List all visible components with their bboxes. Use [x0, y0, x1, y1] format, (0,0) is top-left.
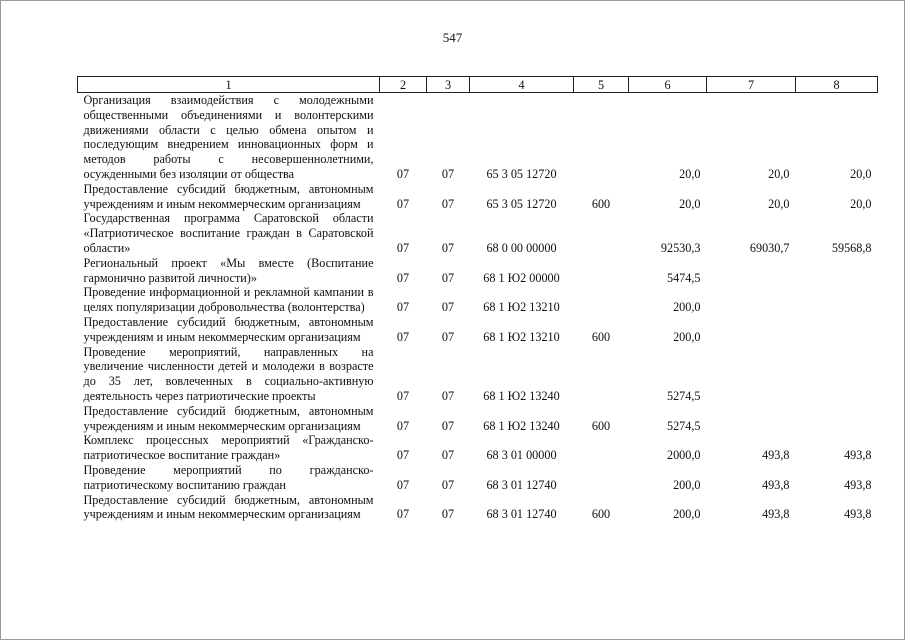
row-name: Проведение мероприятий по гражданско-патриотическому воспитанию граждан — [83, 462, 374, 492]
row-section: 07 — [396, 388, 410, 403]
row-subsection: 07 — [441, 507, 455, 522]
row-expense-type — [574, 256, 629, 286]
row-section: 07 — [396, 507, 410, 522]
row-amount-3: 20,0 — [850, 196, 872, 211]
row-target-article: 68 1 Ю2 00000 — [483, 270, 560, 285]
row-name: Государственная программа Саратовской области «Патриотическое воспитание граждан в Саратовской области» — [83, 211, 374, 255]
header-col-5: 5 — [574, 77, 629, 93]
row-amount-1: 200,0 — [673, 300, 701, 315]
row-amount-1: 200,0 — [673, 329, 701, 344]
header-row — [78, 77, 878, 93]
row-name: Организация взаимодействия с молодежными общественными объединениями и волонтерскими движениями области с целью обмена опытом и последующим внедрением инновационных форм и методов работы с несовершеннолетними, осужденными без изоляции от общества — [83, 93, 374, 181]
row-expense-type — [574, 285, 629, 315]
row-section: 07 — [396, 448, 410, 463]
row-subsection: 07 — [441, 329, 455, 344]
row-amount-3: 20,0 — [850, 166, 872, 181]
row-target-article: 68 1 Ю2 13210 — [483, 300, 560, 315]
page-number: 547 — [442, 30, 463, 45]
row-section: 07 — [396, 166, 410, 181]
row-target-article: 68 3 01 00000 — [486, 448, 557, 463]
row-target-article: 68 3 01 12740 — [486, 507, 557, 522]
row-amount-2: 69030,7 — [749, 240, 790, 255]
row-amount-2 — [707, 256, 796, 286]
table-row — [78, 211, 878, 255]
row-subsection: 07 — [441, 300, 455, 315]
row-expense-type — [574, 433, 629, 463]
table-row — [78, 493, 878, 523]
header-col-8: 8 — [796, 77, 878, 93]
row-amount-1: 2000,0 — [666, 448, 701, 463]
row-amount-2: 20,0 — [768, 166, 790, 181]
row-name: Проведение мероприятий, направленных на увеличение численности детей и молодежи в возрасте до 35 лет, вовлеченных в социально-активную деятельность через патриотические проекты — [83, 344, 374, 403]
row-amount-2 — [707, 404, 796, 434]
row-expense-type — [574, 463, 629, 493]
row-target-article: 68 1 Ю2 13210 — [483, 329, 560, 344]
row-expense-type: 600 — [591, 329, 611, 344]
row-name: Проведение информационной и рекламной кампании в целях популяризации добровольчества (волонтерства) — [83, 285, 374, 315]
row-amount-1: 5274,5 — [666, 418, 701, 433]
row-amount-1: 92530,3 — [660, 240, 701, 255]
row-target-article: 68 3 01 12740 — [486, 477, 557, 492]
budget-table — [77, 76, 878, 522]
row-section: 07 — [396, 418, 410, 433]
table-row — [78, 345, 878, 404]
row-subsection: 07 — [441, 270, 455, 285]
table-row — [78, 404, 878, 434]
header-col-1: 1 — [78, 77, 380, 93]
table-row — [78, 93, 878, 182]
row-section: 07 — [396, 270, 410, 285]
row-name: Предоставление субсидий бюджетным, автономным учреждениям и иным некоммерческим организациям — [83, 314, 374, 344]
row-amount-3 — [796, 285, 878, 315]
row-section: 07 — [396, 196, 410, 211]
row-target-article: 65 3 05 12720 — [486, 196, 557, 211]
row-amount-3 — [796, 345, 878, 404]
header-col-7: 7 — [707, 77, 796, 93]
table-row — [78, 433, 878, 463]
row-amount-3 — [796, 315, 878, 345]
table-row — [78, 256, 878, 286]
row-amount-3 — [796, 404, 878, 434]
header-col-2: 2 — [380, 77, 427, 93]
row-amount-2: 493,8 — [762, 477, 790, 492]
row-amount-1: 20,0 — [679, 166, 701, 181]
row-subsection: 07 — [441, 448, 455, 463]
row-name: Комплекс процессных мероприятий «Гражданско-патриотическое воспитание граждан» — [83, 433, 374, 463]
table-row — [78, 285, 878, 315]
row-amount-1: 20,0 — [679, 196, 701, 211]
row-target-article: 65 3 05 12720 — [486, 166, 557, 181]
row-target-article: 68 1 Ю2 13240 — [483, 388, 560, 403]
row-expense-type: 600 — [591, 196, 611, 211]
row-amount-1: 200,0 — [673, 477, 701, 492]
row-amount-3 — [796, 256, 878, 286]
row-subsection: 07 — [441, 240, 455, 255]
row-amount-2 — [707, 285, 796, 315]
row-expense-type — [574, 211, 629, 255]
row-amount-1: 5274,5 — [666, 388, 701, 403]
row-section: 07 — [396, 300, 410, 315]
row-subsection: 07 — [441, 166, 455, 181]
row-subsection: 07 — [441, 196, 455, 211]
table-row — [78, 315, 878, 345]
row-subsection: 07 — [441, 388, 455, 403]
row-amount-1: 200,0 — [673, 507, 701, 522]
row-name: Предоставление субсидий бюджетным, автономным учреждениям и иным некоммерческим организациям — [83, 492, 374, 522]
header-col-6: 6 — [629, 77, 707, 93]
row-amount-3: 493,8 — [844, 507, 872, 522]
row-section: 07 — [396, 477, 410, 492]
row-amount-3: 59568,8 — [831, 240, 872, 255]
row-section: 07 — [396, 240, 410, 255]
row-subsection: 07 — [441, 418, 455, 433]
row-name: Предоставление субсидий бюджетным, автономным учреждениям и иным некоммерческим организациям — [83, 403, 374, 433]
row-amount-2 — [707, 345, 796, 404]
row-section: 07 — [396, 329, 410, 344]
row-amount-3: 493,8 — [844, 477, 872, 492]
row-name: Предоставление субсидий бюджетным, автономным учреждениям и иным некоммерческим организациям — [83, 181, 374, 211]
row-amount-1: 5474,5 — [666, 270, 701, 285]
row-amount-2: 493,8 — [762, 448, 790, 463]
row-expense-type: 600 — [591, 418, 611, 433]
row-expense-type — [574, 93, 629, 182]
table-row — [78, 182, 878, 212]
row-target-article: 68 0 00 00000 — [486, 240, 557, 255]
row-expense-type: 600 — [591, 507, 611, 522]
row-amount-2: 20,0 — [768, 196, 790, 211]
row-expense-type — [574, 345, 629, 404]
row-target-article: 68 1 Ю2 13240 — [483, 418, 560, 433]
header-col-3: 3 — [427, 77, 470, 93]
row-subsection: 07 — [441, 477, 455, 492]
table-row — [78, 463, 878, 493]
row-name: Региональный проект «Мы вместе (Воспитание гармонично развитой личности)» — [83, 255, 374, 285]
row-amount-2 — [707, 315, 796, 345]
row-amount-3: 493,8 — [844, 448, 872, 463]
header-col-4: 4 — [470, 77, 574, 93]
row-amount-2: 493,8 — [762, 507, 790, 522]
